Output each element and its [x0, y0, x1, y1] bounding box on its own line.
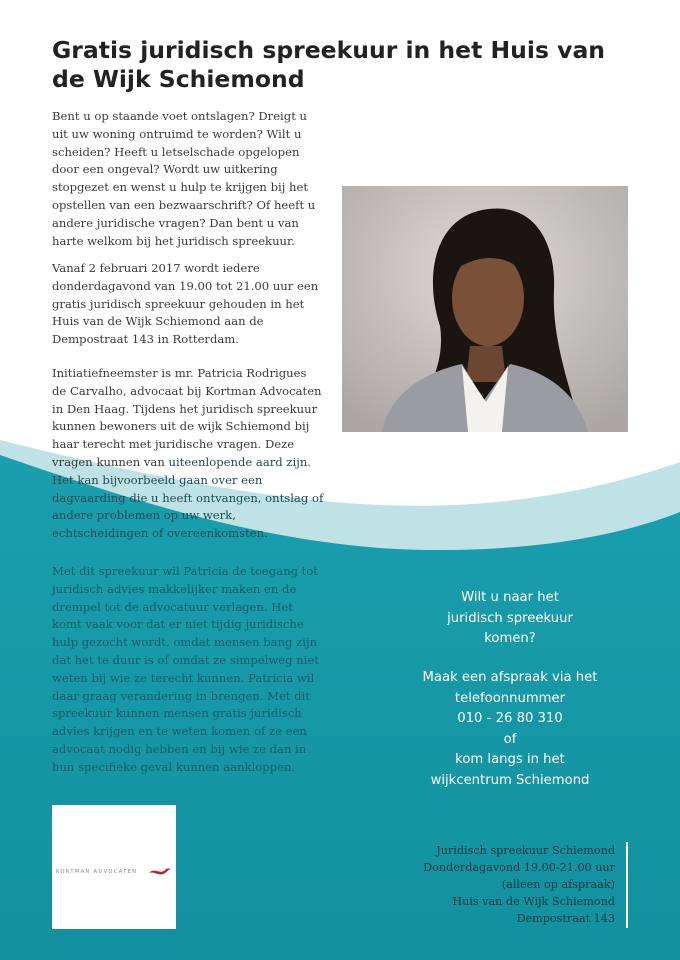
cta-question	[395, 588, 625, 650]
initiator-text: Initiatiefneemster is mr. Patricia Rodrigues de Carvalho, advocaat bij Kortman Advocaten in Den Haag. Tijdens het juridisch spreekuur kunnen bewoners uit de wijk Schiemond bij haar terecht met juridische vragen. Deze vragen kunnen van	[52, 366, 322, 469]
info-line: Huis van de Wijk Schiemond	[452, 895, 615, 908]
initiator-paragraph	[52, 365, 324, 543]
cta-question-line: Wilt u naar het	[461, 590, 559, 605]
kortman-logo-card	[52, 805, 176, 929]
logo-wordmark: KORTMAN ADVOCATEN	[56, 869, 138, 875]
info-line: Juridisch spreekuur Schiemond	[436, 844, 615, 857]
info-line: Donderdagavond 19.00-21.00 uur	[423, 861, 615, 874]
cta-contact-line: Maak een afspraak via het	[422, 670, 598, 685]
intro-paragraph: Bent u op staande voet ontslagen? Dreigt u uit uw woning ontruimd te worden? Wilt u scheiden? Heeft u letselschade opgelopen door een ongeval? Wordt uw uitkering stopgezet en wenst u hulp te krijgen bij het opstellen van een bezwaarschrift? Of heeft u andere juridische vragen? Dan bent u van harte welkom bij het juridisch spreekuur.	[52, 109, 316, 248]
cta-contact-line: kom langs in het	[455, 752, 565, 767]
date-paragraph: Vanaf 2 februari 2017 wordt iedere donderdagavond van 19.00 tot 21.00 uur een gratis juridisch spreekuur gehouden in het Huis van de Wijk Schiemond aan de Dempostraat 143 in Rotterdam.	[52, 261, 319, 347]
cta-contact	[395, 668, 625, 791]
info-block	[395, 842, 615, 927]
phone-number: 010 - 26 80 310	[457, 711, 563, 726]
cta-contact-line: of	[503, 731, 517, 747]
cta-contact-line: telefoonnummer	[454, 690, 566, 706]
cta-question-line: komen?	[484, 631, 536, 646]
cta-question-line: juridisch spreekuur	[447, 610, 573, 626]
portrait-photo	[342, 186, 628, 432]
topics-text: uiteenlopende aard zijn. Het kan bijvoorbeeld gaan over een dagvaarding die u heeft ontvangen, ontslag of andere problemen op uw werk, echtscheidingen of overeenkomsten.	[52, 454, 324, 541]
info-divider	[626, 842, 628, 928]
info-line: (alleen op afspraak)	[501, 878, 615, 891]
cta-contact-line: wijkcentrum Schiemond	[430, 772, 590, 788]
page-title: Gratis juridisch spreekuur in het Huis van de Wijk Schiemond	[52, 36, 606, 93]
info-line: Dempostraat 143	[516, 912, 615, 925]
mission-paragraph: Met dit spreekuur wil Patricia de toegang tot juridisch advies makkelijker maken en de drempel tot de advocatuur verlagen. Het komt vaak voor dat er niet tijdig juridische hulp gezocht wordt, omdat mensen bang zijn dat het te duur is of omdat ze simpelweg niet weten bij wie ze terecht kunnen. Patricia wil daar graag verandering in brengen. Met dit spreekuur kunnen mensen gratis juridisch advies krijgen en te weten komen of ze een advocaat nodig hebben en bij wie ze dan in hun specifieke geval kunnen aankloppen.	[52, 564, 319, 774]
logo-swoosh-icon	[148, 865, 172, 877]
